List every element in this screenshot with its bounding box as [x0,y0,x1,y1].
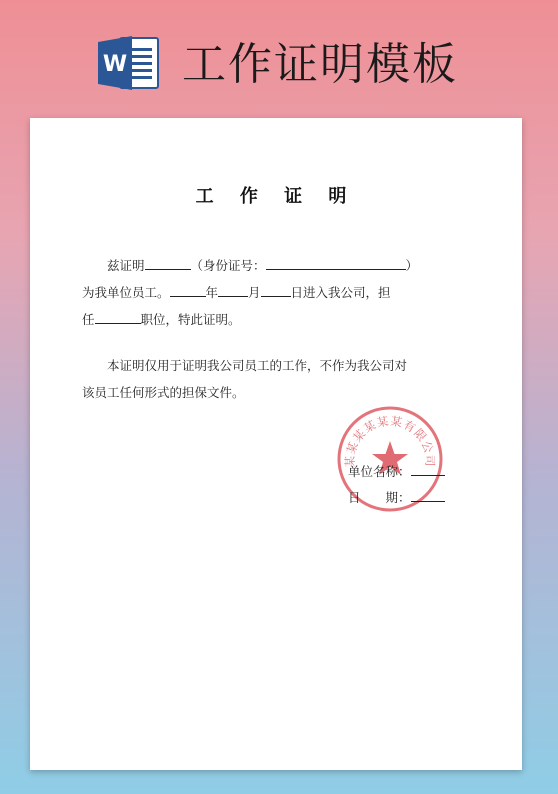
date-label: 日 期： [348,490,411,505]
text-segment: ） [405,258,419,273]
text-segment: 日进入我公司，担 [290,285,391,300]
month-blank [218,282,248,297]
date-row [348,487,445,506]
document-page [30,118,522,770]
date-blank [411,487,445,502]
unit-name-row [348,461,445,480]
word-icon [98,34,160,92]
text-segment: 年 [205,285,219,300]
document-title: 工 作 证 明 [195,186,357,207]
stamp-text: 某某某某某某有限公司 [342,413,438,468]
text-segment: （身份证号： [190,258,266,273]
disclaimer-line-2: 该员工任何形式的担保文件。 [82,385,245,400]
certificate-paragraph [82,252,462,333]
unit-name-blank [411,461,445,476]
day-blank [261,282,291,297]
position-blank [95,309,141,324]
text-segment: 职位，特此证明。 [140,312,241,327]
word-icon-letter: W [102,52,128,77]
text-segment: 为我单位员工。 [82,285,170,300]
banner [0,0,558,118]
text-segment: 月 [248,285,261,300]
banner-title: 工作证明模板 [182,39,458,90]
disclaimer-paragraph [82,352,462,406]
id-number-blank [266,255,406,270]
name-blank [145,255,191,270]
year-blank [170,282,206,297]
text-segment: 任 [82,312,95,327]
disclaimer-line-1: 本证明仅用于证明我公司员工的工作，不作为我公司对 [107,358,408,373]
text-segment: 兹证明 [107,258,145,273]
unit-name-label: 单位名称： [348,464,411,479]
